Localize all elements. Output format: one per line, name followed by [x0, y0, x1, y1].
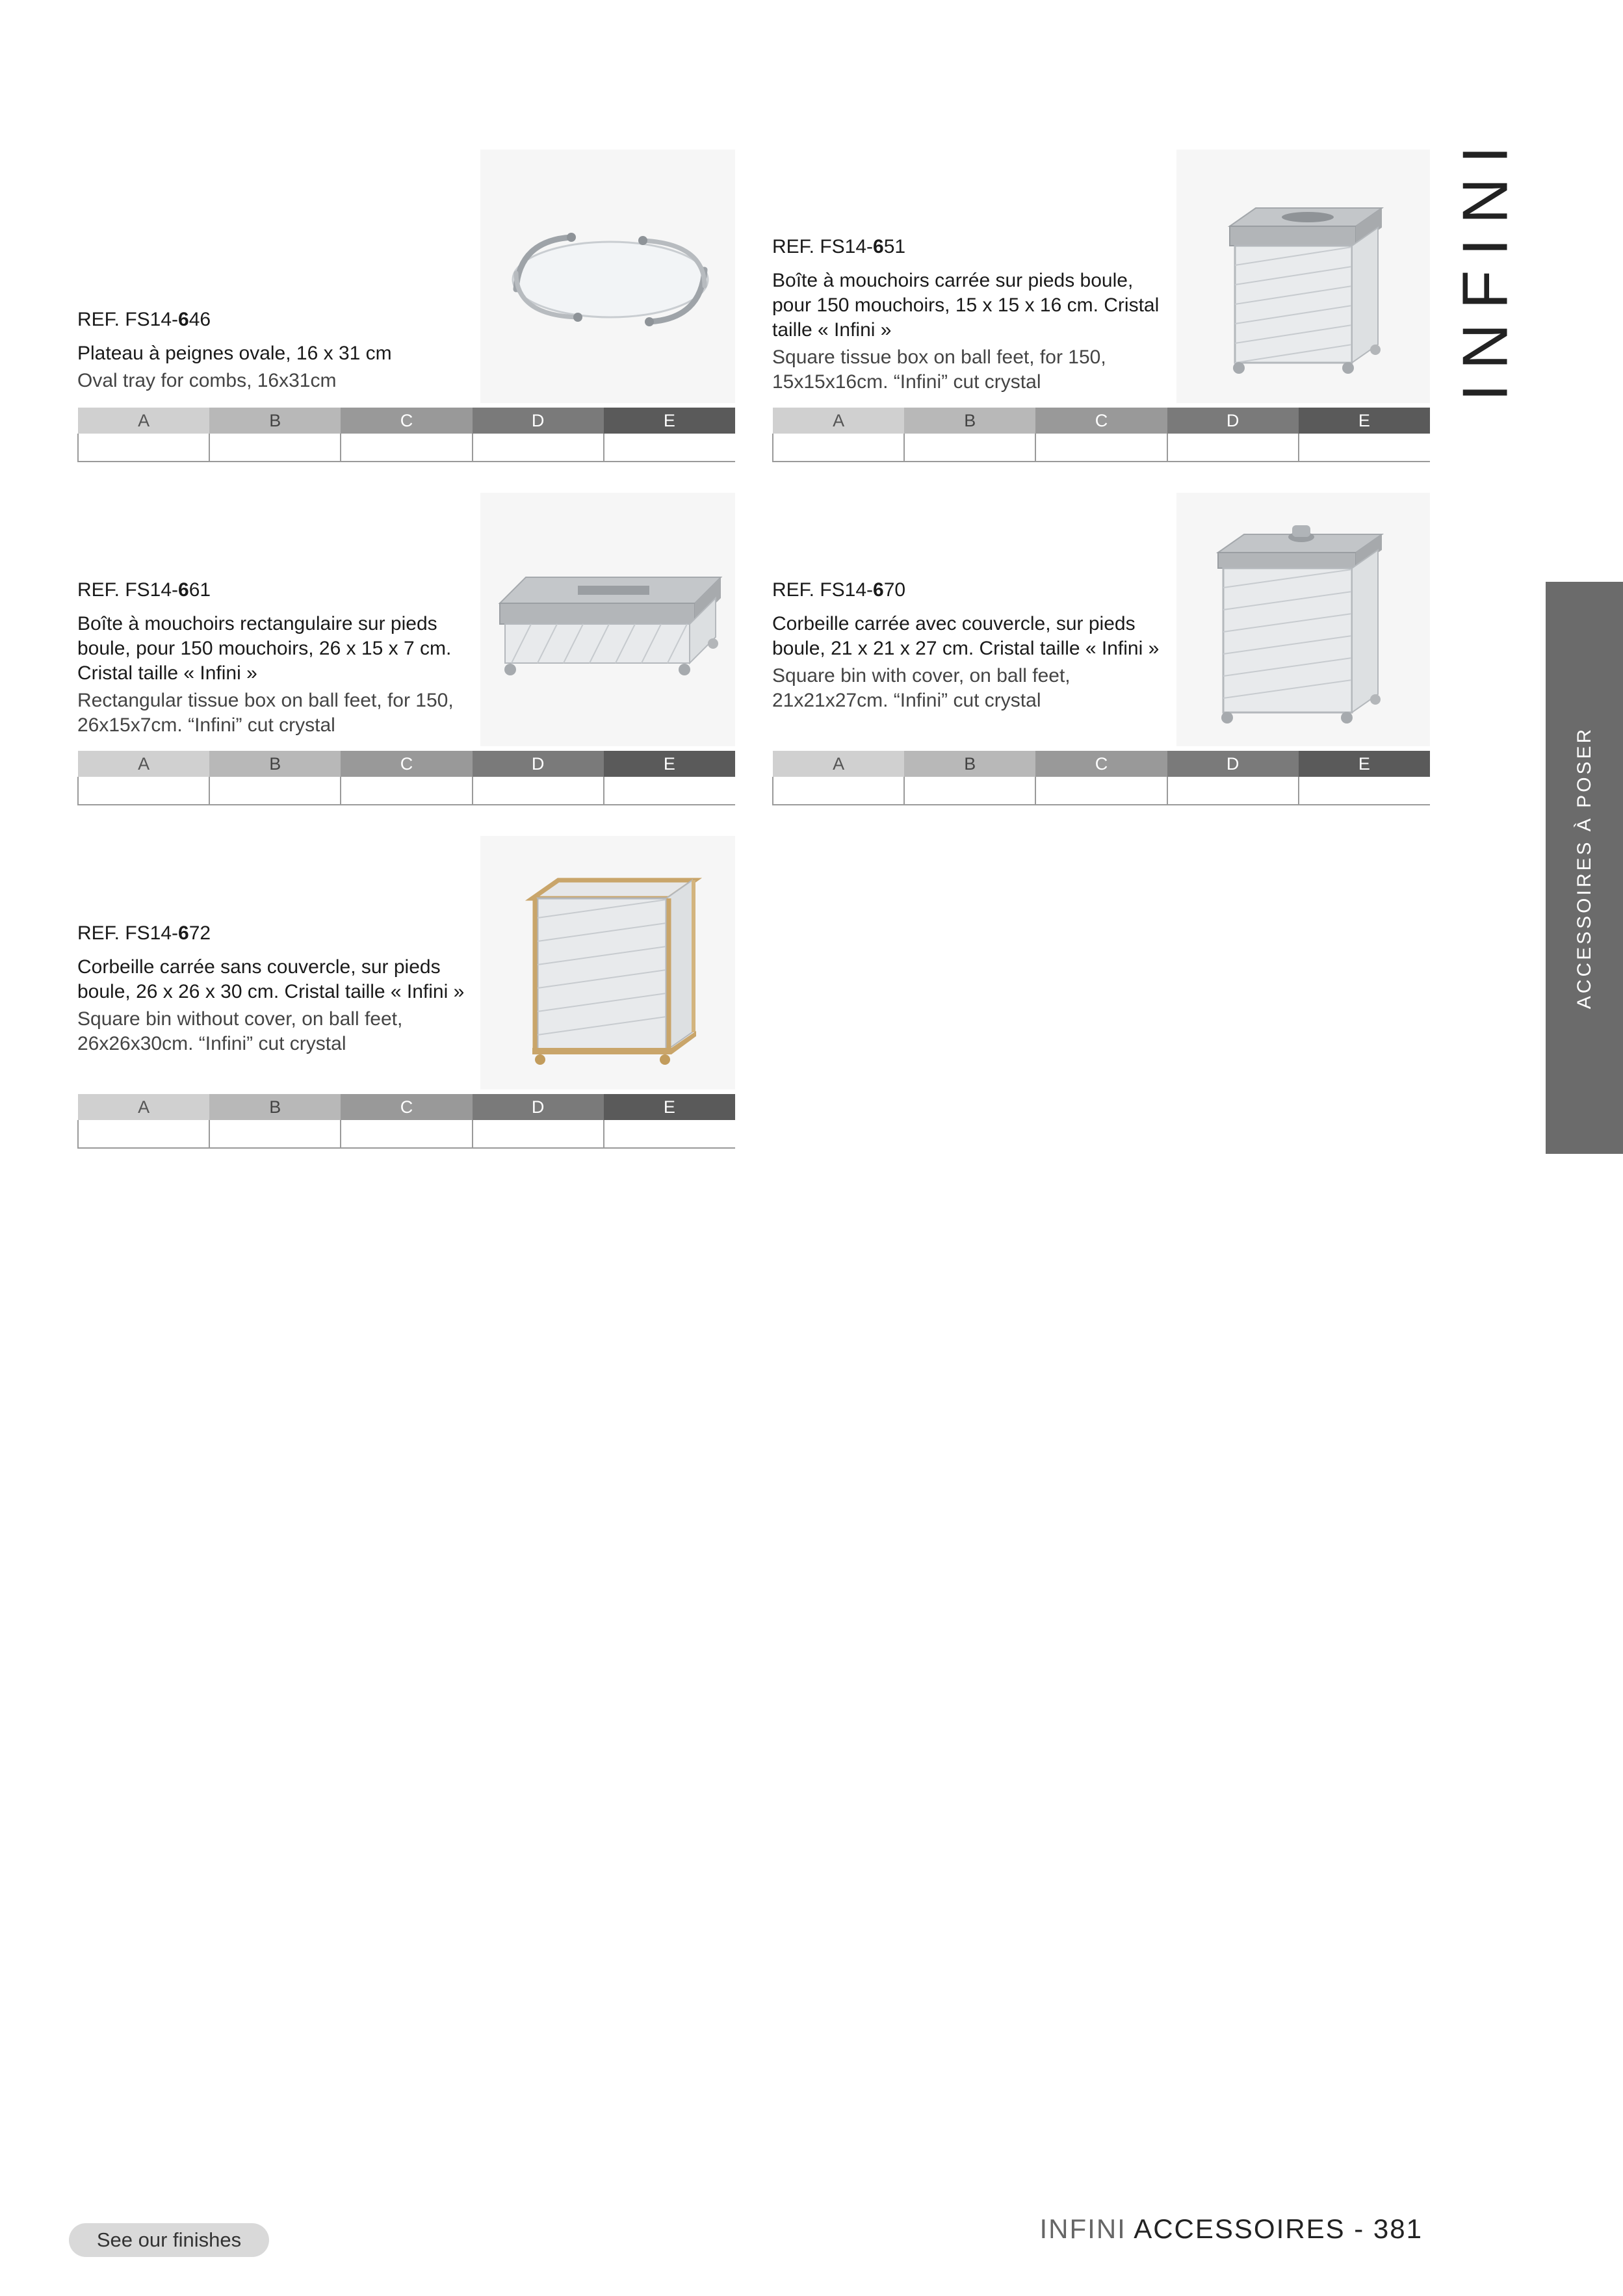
finish-header-d: D [473, 1094, 604, 1120]
finish-header-a: A [773, 751, 904, 777]
product-card [77, 836, 735, 1155]
finish-cell [341, 434, 472, 462]
finish-header-b: B [904, 408, 1035, 434]
finish-header-b: B [209, 751, 341, 777]
finishes-table [772, 751, 1430, 805]
product-ref: REF. FS14-661 [77, 579, 211, 601]
product-ref: REF. FS14-646 [77, 309, 211, 330]
product-description-fr: Boîte à mouchoirs rectangulaire sur pieds boule, pour 150 mouchoirs, 26 x 15 x 7 cm. Cristal taille « Infini » [77, 613, 452, 684]
finish-cell [473, 1120, 604, 1148]
product-card [772, 493, 1430, 811]
finish-header-d: D [473, 751, 604, 777]
finish-cell [209, 777, 341, 805]
product-image-square-tissue-box [1176, 150, 1430, 403]
finish-header-b: B [209, 1094, 341, 1120]
finish-cell [78, 434, 209, 462]
product-description-fr: Corbeille carrée sans couvercle, sur pieds boule, 26 x 26 x 30 cm. Cristal taille « Infini » [77, 956, 465, 1002]
finishes-table [77, 751, 735, 805]
footer-collection: INFINI [1039, 2213, 1126, 2244]
finish-header-c: C [1035, 751, 1167, 777]
product-text [772, 236, 1175, 395]
finish-header-b: B [209, 408, 341, 434]
product-text [77, 309, 480, 393]
finish-header-e: E [604, 1094, 735, 1120]
finish-cell [904, 777, 1035, 805]
finish-cell [209, 434, 341, 462]
finish-cell [604, 434, 735, 462]
finish-header-c: C [341, 1094, 472, 1120]
finish-header-e: E [1299, 408, 1430, 434]
finishes-table [77, 408, 735, 462]
finish-header-e: E [604, 408, 735, 434]
finish-cell [1167, 434, 1299, 462]
product-description-en: Rectangular tissue box on ball feet, for 150, 26x15x7cm. “Infini” cut crystal [77, 690, 454, 736]
side-tab-label: ACCESSOIRES À POSER [1573, 726, 1595, 1010]
product-ref: REF. FS14-651 [772, 236, 906, 257]
finish-header-a: A [78, 751, 209, 777]
product-ref: REF. FS14-670 [772, 579, 906, 601]
product-description-en: Oval tray for combs, 16x31cm [77, 370, 337, 391]
page-footer [1040, 2213, 1423, 2245]
finish-cell [1035, 434, 1167, 462]
product-image-square-bin-with-cover [1176, 493, 1430, 746]
finish-header-a: A [78, 408, 209, 434]
finish-cell [604, 1120, 735, 1148]
finish-header-d: D [1167, 408, 1299, 434]
finish-cell [341, 777, 472, 805]
finish-cell [1035, 777, 1167, 805]
finishes-table [772, 408, 1430, 462]
product-description-fr: Corbeille carrée avec couvercle, sur pieds boule, 21 x 21 x 27 cm. Cristal taille « Infini » [772, 613, 1160, 659]
see-finishes-button[interactable]: See our finishes [69, 2223, 269, 2257]
product-text [77, 579, 480, 738]
product-card [772, 150, 1430, 468]
product-description-fr: Plateau à peignes ovale, 16 x 31 cm [77, 343, 392, 364]
finish-cell [604, 777, 735, 805]
finish-header-c: C [1035, 408, 1167, 434]
finish-cell [473, 777, 604, 805]
product-card [77, 150, 735, 468]
finish-header-e: E [1299, 751, 1430, 777]
side-tab[interactable] [1546, 582, 1623, 1154]
finish-header-a: A [773, 408, 904, 434]
product-image-rectangular-tissue-box [480, 493, 735, 746]
finish-cell [904, 434, 1035, 462]
finishes-table [77, 1094, 735, 1149]
finish-cell [1167, 777, 1299, 805]
finish-header-e: E [604, 751, 735, 777]
product-ref: REF. FS14-672 [77, 922, 211, 944]
finish-header-c: C [341, 751, 472, 777]
finish-cell [773, 777, 904, 805]
finish-header-b: B [904, 751, 1035, 777]
product-description-en: Square bin with cover, on ball feet, 21x21x27cm. “Infini” cut crystal [772, 665, 1071, 711]
footer-section-page: ACCESSOIRES - 381 [1134, 2213, 1423, 2244]
product-description-fr: Boîte à mouchoirs carrée sur pieds boule, pour 150 mouchoirs, 15 x 15 x 16 cm. Cristal taille « Infini » [772, 270, 1160, 341]
product-image-square-bin-without-cover [480, 836, 735, 1089]
finish-cell [78, 777, 209, 805]
finish-header-c: C [341, 408, 472, 434]
finish-header-d: D [473, 408, 604, 434]
product-text [77, 922, 480, 1056]
finish-cell [341, 1120, 472, 1148]
product-card [77, 493, 735, 811]
collection-title: INFINI [1449, 131, 1521, 402]
finish-cell [209, 1120, 341, 1148]
finish-header-a: A [78, 1094, 209, 1120]
product-text [772, 579, 1175, 713]
product-image-oval-tray [480, 150, 735, 403]
finish-cell [1299, 777, 1430, 805]
finish-cell [78, 1120, 209, 1148]
product-description-en: Square bin without cover, on ball feet, 26x26x30cm. “Infini” cut crystal [77, 1008, 403, 1054]
finish-cell [473, 434, 604, 462]
finish-cell [1299, 434, 1430, 462]
finish-header-d: D [1167, 751, 1299, 777]
product-description-en: Square tissue box on ball feet, for 150, 15x15x16cm. “Infini” cut crystal [772, 346, 1106, 393]
finish-cell [773, 434, 904, 462]
